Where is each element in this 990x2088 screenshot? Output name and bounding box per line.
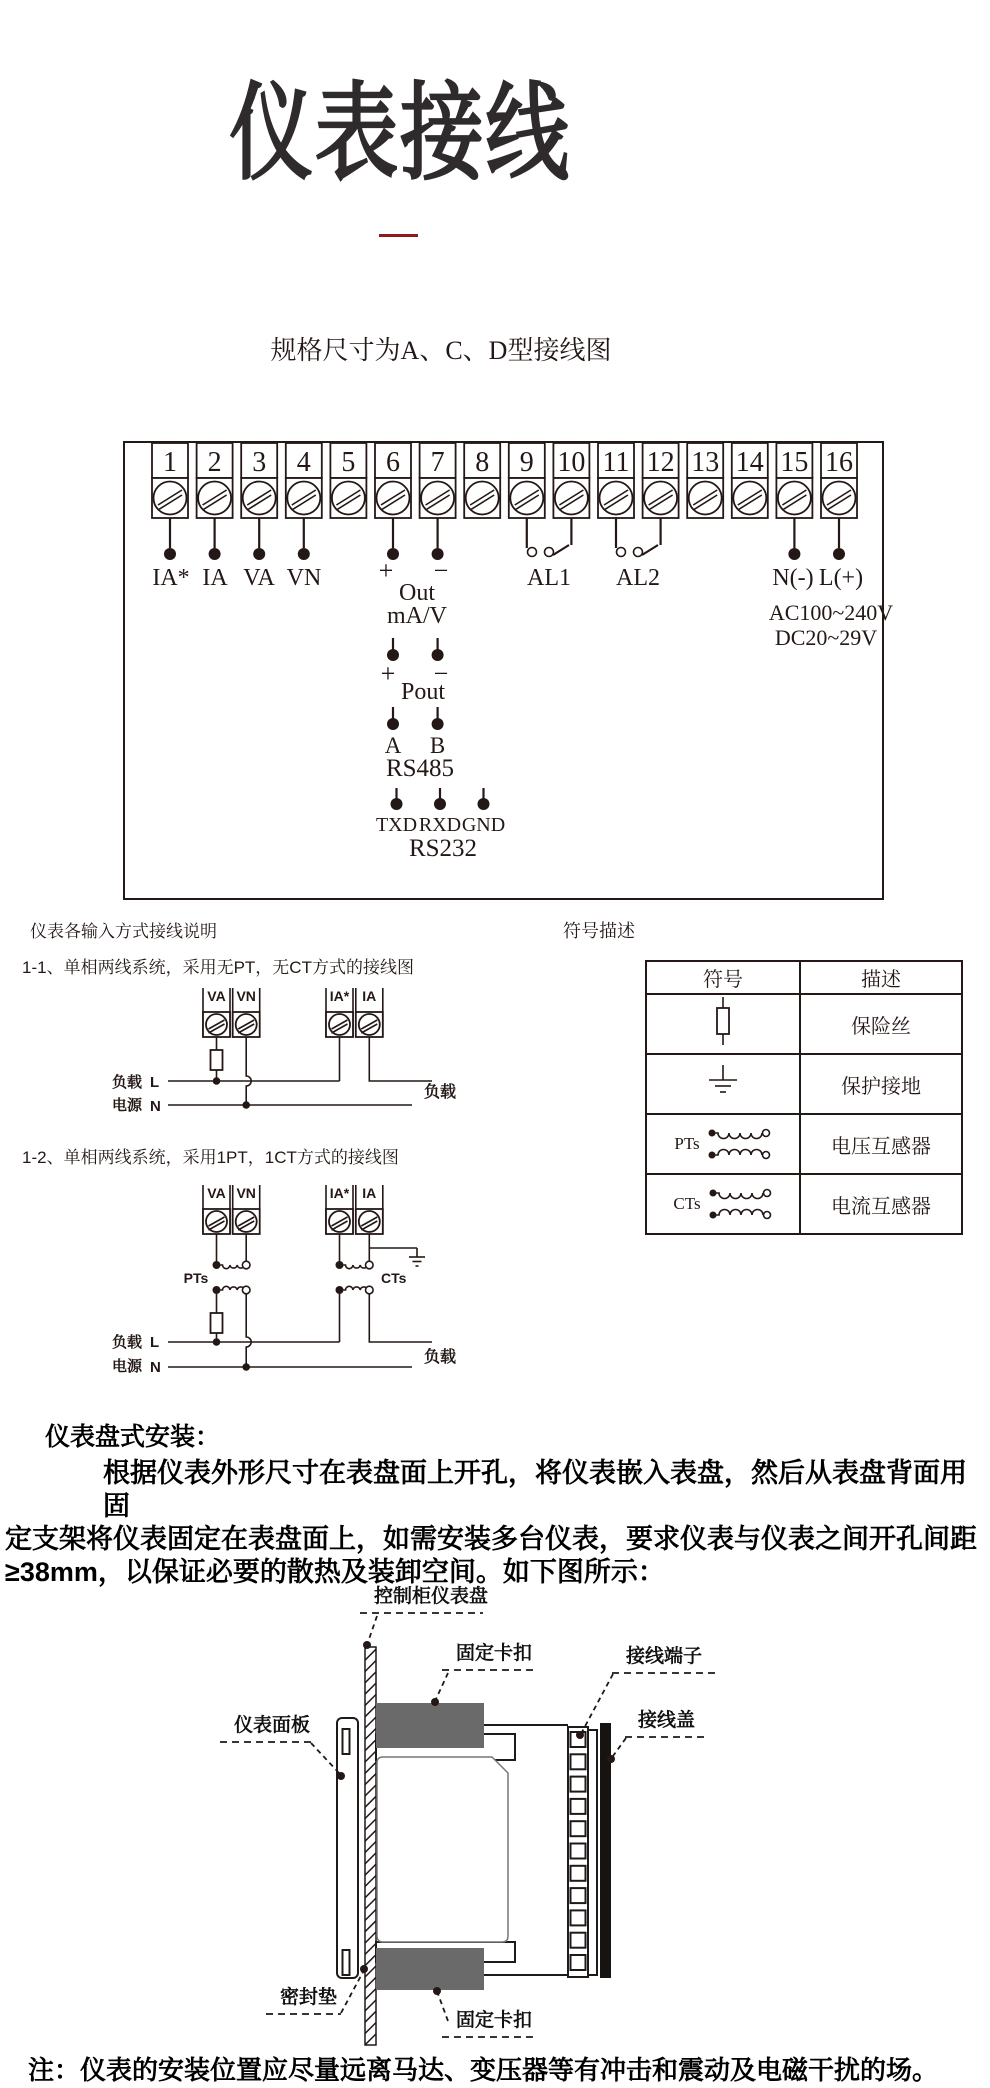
panel-install-diagram [150,1580,770,2050]
out-minus: − [433,556,449,585]
terminal-number: 11 [602,447,630,478]
symbol-desc: 电压互感器 [800,1114,962,1174]
transformer-icon [706,1122,772,1166]
t-va: VA [207,1185,226,1201]
terminal-number: 3 [252,447,267,478]
rs485-a-label: A [384,733,402,758]
rs232-txd-label: TXD [375,814,418,836]
table-row [646,1054,962,1114]
terminal-number: 4 [296,447,311,478]
fixing-clip-bottom [376,1948,484,1990]
terminal-number: 12 [646,447,675,478]
terminal-number: 13 [691,447,720,478]
wiring-cover-label: 接线盖 [638,1710,696,1731]
symbol-section-title: 符号描述 [563,921,635,941]
label-ia-star: IA* [152,565,190,591]
meter-body [376,1703,568,1990]
terminals-1-1 [203,988,383,1037]
out-unit-label: mA/V [387,603,447,629]
terminal-number: 7 [430,447,445,478]
alarm2-contact [616,518,661,591]
wires-1-1 [168,1037,432,1109]
rs232-rxd-label: RXD [418,814,462,836]
ct-label: CTs [673,1194,701,1213]
pt-transformer-symbol [184,1234,250,1294]
callout-clip-top [431,1641,533,1706]
col-desc: 描述 [800,961,962,994]
table-row [646,1114,962,1174]
rs485-label: RS485 [385,755,455,782]
alarm2-label: AL2 [616,565,660,591]
power-ac-label: AC100~240V [768,600,894,625]
ct-transformer-symbol [336,1234,407,1294]
power-left-label: 电源 [112,1358,143,1375]
ct-symbol-cell [646,1174,800,1234]
install-paragraph [5,1457,985,1589]
t-va: VA [207,988,226,1004]
diagram-1-1-caption: 1-1、单相两线系统，采用无PT，无CT方式的接线图 [22,958,414,977]
cabinet-panel [365,1647,376,2045]
rs485-port [385,707,454,782]
line-n-label: N [150,1359,161,1376]
terminal-number: 2 [207,447,222,478]
page-title: 仪表接线 [229,75,571,193]
power-l-label: L(+) [818,565,864,591]
meter-faceplate [337,1718,358,1978]
callout-faceplate [220,1713,345,1780]
earth-symbol [369,1234,425,1266]
symbol-table [645,960,963,1235]
terminal-number: 14 [735,447,764,478]
clip-top-label: 固定卡扣 [456,1643,533,1664]
analog-out-wires [379,518,449,629]
t-ia-star: IA* [329,988,350,1004]
terminal-wiring-diagram [0,433,990,903]
faceplate-label: 仪表面板 [234,1715,311,1736]
terminal-number: 9 [519,447,534,478]
symbol-table-header-row [646,961,962,994]
fuse-symbol-cell [646,994,800,1054]
fuse-icon [710,997,736,1045]
gasket-label: 密封垫 [280,1987,338,2008]
t-vn: VN [236,988,256,1004]
earth-icon [705,1065,741,1097]
power-n-label: N(-) [772,565,814,591]
terminal-block-label: 接线端子 [626,1646,703,1667]
t-ia-star: IA* [329,1185,350,1201]
pt-label: PTs [183,1270,209,1286]
paragraph-line: ≥38mm，以保证必要的散热及装卸空间。如下图所示： [5,1557,665,1587]
power-left-label: 电源 [112,1097,143,1114]
title-accent-rule [379,234,418,237]
load-right-label: 负载 [424,1349,457,1366]
load-left-label: 负载 [112,1074,143,1091]
terminal-number: 8 [475,447,490,478]
terminal-block [568,1727,597,1977]
alarm1-contact [527,518,572,591]
diagram-1-2-caption: 1-2、单相两线系统，采用1PT，1CT方式的接线图 [22,1148,399,1167]
earth-symbol-cell [646,1054,800,1114]
clip-bottom-label: 固定卡扣 [456,2010,533,2031]
rs485-b-label: B [429,733,446,758]
terminal-number: 5 [341,447,356,478]
power-dc-label: DC20~29V [774,625,878,650]
subtitle: 规格尺寸为A、C、D型接线图 [270,336,612,365]
wires-1-2 [168,1234,432,1371]
pout-label: Pout [400,679,446,705]
paragraph-line: 定支架将仪表固定在表盘面上，如需安装多台仪表，要求仪表与仪表之间开孔间距 [5,1524,977,1554]
col-symbol: 符号 [646,961,800,994]
fixing-clip-top [376,1703,484,1748]
symbol-desc: 保险丝 [800,994,962,1054]
wiring-diagram-1-1 [0,980,500,1130]
input-terminal-wires [152,518,321,591]
alarm1-label: AL1 [527,565,571,591]
terminal-number: 15 [780,447,809,478]
power-supply-wires [769,518,893,650]
terminals-1-2 [203,1185,383,1234]
label-va: VA [243,565,275,591]
terminal-number: 16 [825,447,853,478]
load-left-label: 负载 [112,1334,143,1351]
symbol-desc: 保护接地 [800,1054,962,1114]
pout-minus: − [433,659,449,688]
pt-symbol-cell [646,1114,800,1174]
wiring-diagram-1-2 [0,1180,500,1410]
terminal-number: 10 [557,447,586,478]
pt-label: PTs [674,1134,700,1153]
callout-panel [360,1584,488,1649]
fuse-symbol [211,1313,223,1333]
out-plus: + [378,556,394,585]
terminal-number: 6 [386,447,400,478]
rs232-port [376,788,505,862]
label-ia: IA [202,565,228,591]
input-wiring-section-title: 仪表各输入方式接线说明 [30,922,217,941]
ct-label: CTs [381,1270,407,1286]
t-ia: IA [362,988,377,1004]
table-row [646,994,962,1054]
line-n-label: N [150,1098,161,1115]
panel-label: 控制柜仪表盘 [374,1586,489,1607]
paragraph-line: 根据仪表外形尺寸在表盘面上开孔，将仪表嵌入表盘，然后从表盘背面用固 [103,1458,967,1521]
transformer-icon [707,1182,773,1226]
rs232-gnd-label: GND [461,814,506,836]
meter-case-window [377,1757,508,1942]
out-label: Out [399,580,435,606]
callout-clip-bottom [433,1987,533,2037]
fuse-symbol [211,1050,223,1070]
symbol-desc: 电流互感器 [800,1174,962,1234]
pout-plus: + [380,659,396,688]
terminal-number: 1 [163,447,177,478]
line-l-label: L [150,1334,160,1351]
callout-wiring-cover [607,1708,705,1763]
table-row [646,1174,962,1234]
t-vn: VN [236,1185,256,1201]
footnote: 注：仪表的安装位置应尽量远离马达、变压器等有冲击和震动及电磁干扰的场。 [28,2055,939,2085]
label-vn: VN [286,565,322,591]
t-ia: IA [362,1185,377,1201]
line-l-label: L [150,1074,160,1091]
pout-port [381,638,449,705]
terminal-row [152,443,857,518]
rs232-label: RS232 [408,835,478,862]
load-right-label: 负载 [424,1084,457,1101]
install-section-heading: 仪表盘式安装： [45,1423,221,1451]
